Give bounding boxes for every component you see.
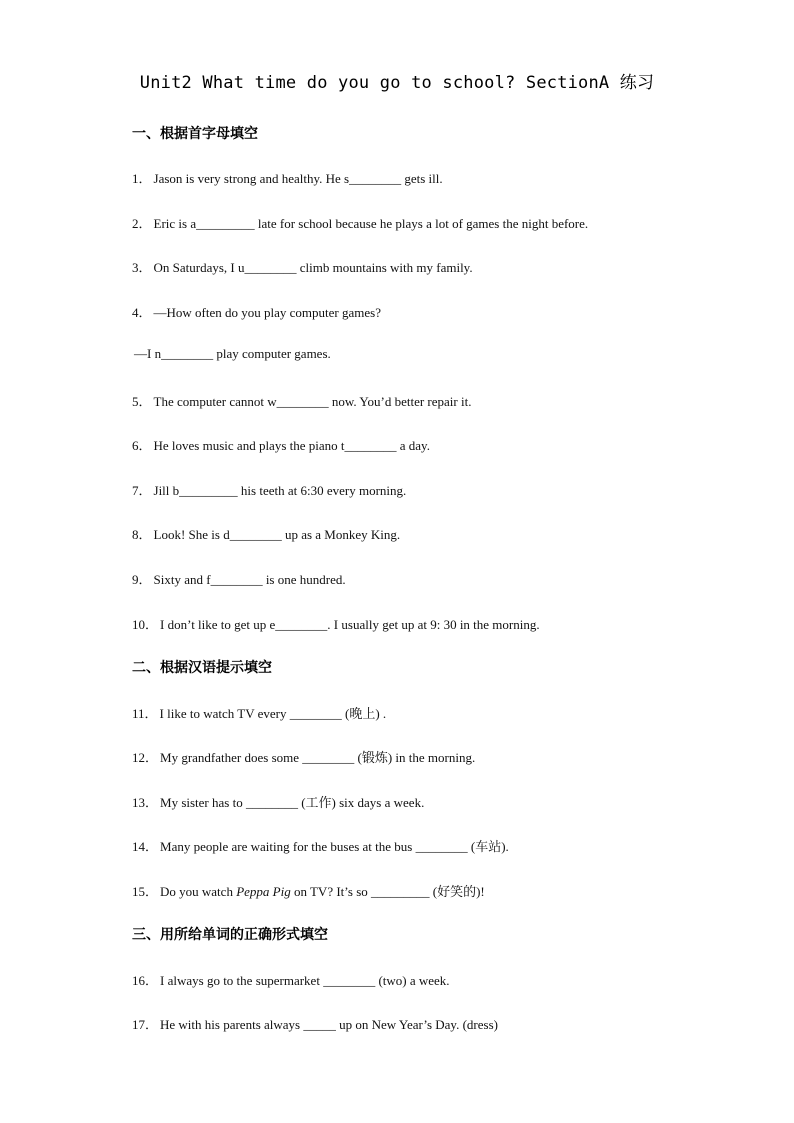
question-13 (132, 792, 424, 811)
question-text: On Saturdays, I u________ climb mountains with my family. (153, 260, 473, 275)
question-text: My grandfather does some ________ (锻炼) in the morning. (160, 750, 476, 765)
section-heading-3: 三、用所给单词的正确形式填空 (132, 927, 328, 943)
question-number: 10． (132, 617, 159, 632)
question-6 (132, 435, 430, 454)
question-text: He loves music and plays the piano t________ a day. (153, 438, 430, 453)
question-4-answer-line (132, 346, 331, 362)
question-text-after: on TV? It’s so _________ (好笑的)! (290, 884, 485, 899)
question-17 (132, 1014, 498, 1033)
question-number: 7． (132, 483, 152, 498)
question-text: —How often do you play computer games? (153, 305, 381, 320)
question-text: Look! She is d________ up as a Monkey King. (153, 527, 401, 542)
question-number: 2． (132, 216, 152, 231)
question-text: —I n________ play computer games. (134, 346, 331, 361)
section-heading-1: 一、根据首字母填空 (132, 126, 258, 142)
question-3 (132, 257, 473, 276)
question-number: 11． (132, 706, 158, 721)
question-9 (132, 569, 346, 588)
question-2 (132, 213, 588, 232)
question-text: I always go to the supermarket ________ (two) a week. (160, 973, 450, 988)
question-number: 13． (132, 795, 159, 810)
question-number: 1． (132, 171, 152, 186)
question-number: 14． (132, 839, 159, 854)
question-number: 4． (132, 305, 152, 320)
question-text: I like to watch TV every ________ (晚上) . (159, 706, 387, 721)
question-4 (132, 302, 381, 321)
question-text: My sister has to ________ (工作) six days a week. (160, 795, 425, 810)
question-text: The computer cannot w________ now. You’d better repair it. (153, 394, 472, 409)
question-number: 6． (132, 438, 152, 453)
question-14 (132, 836, 509, 855)
question-8 (132, 524, 400, 543)
question-number: 12． (132, 750, 159, 765)
question-text-before: Do you watch (160, 884, 237, 899)
question-number: 16． (132, 973, 159, 988)
question-number: 15． (132, 884, 159, 899)
question-11 (132, 703, 386, 722)
question-number: 9． (132, 572, 152, 587)
question-15 (132, 881, 485, 900)
question-text: Sixty and f________ is one hundred. (153, 572, 346, 587)
question-number: 3． (132, 260, 152, 275)
question-12 (132, 747, 475, 766)
question-number: 17． (132, 1017, 159, 1032)
question-text: Many people are waiting for the buses at the bus ________ (车站). (160, 839, 509, 854)
question-7 (132, 480, 406, 499)
question-16 (132, 970, 450, 989)
show-title: Peppa Pig (236, 884, 291, 899)
page-title: Unit2 What time do you go to school? SectionA 练习 (139, 73, 655, 93)
question-1 (132, 168, 443, 187)
section-heading-2: 二、根据汉语提示填空 (132, 660, 272, 676)
question-5 (132, 391, 471, 410)
question-text: Eric is a_________ late for school because he plays a lot of games the night before. (153, 216, 589, 231)
question-text: He with his parents always _____ up on New Year’s Day. (dress) (160, 1017, 498, 1032)
question-text: I don’t like to get up e________. I usually get up at 9: 30 in the morning. (160, 617, 540, 632)
question-text: Jason is very strong and healthy. He s________ gets ill. (153, 171, 443, 186)
question-number: 8． (132, 527, 152, 542)
question-number: 5． (132, 394, 152, 409)
question-text: Jill b_________ his teeth at 6:30 every morning. (153, 483, 407, 498)
question-10 (132, 614, 540, 633)
